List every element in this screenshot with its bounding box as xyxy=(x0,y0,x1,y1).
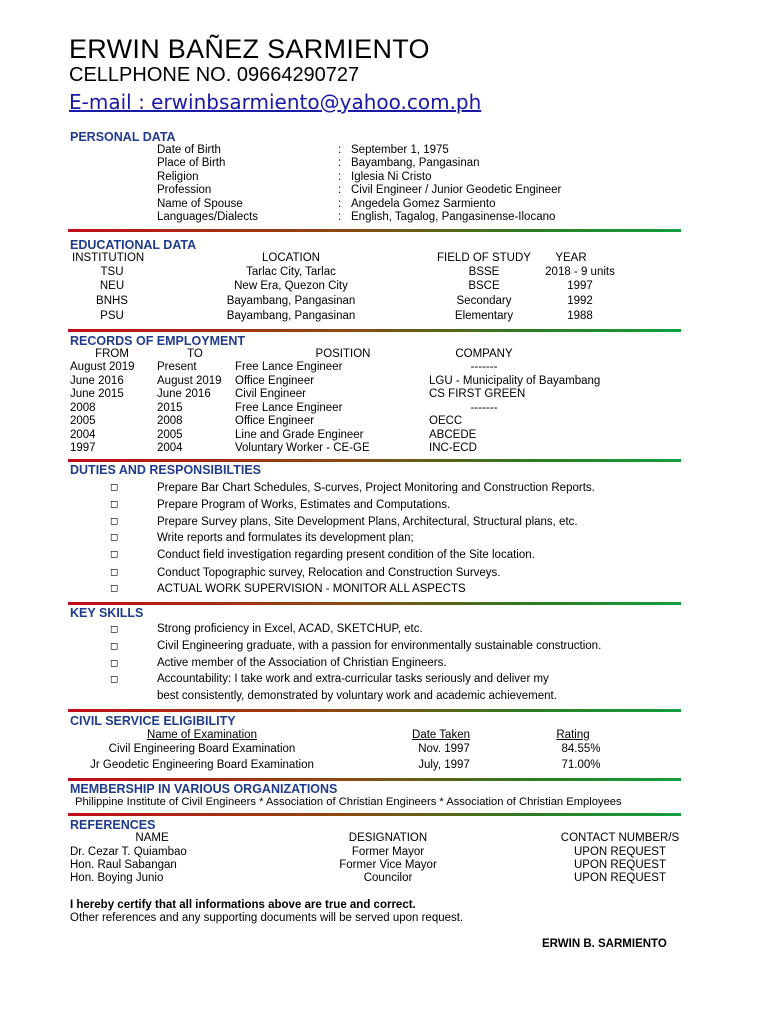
employment-from: June 2015 xyxy=(70,388,124,400)
reference-contact: UPON REQUEST xyxy=(573,859,667,871)
employment-to: 2005 xyxy=(157,428,183,441)
personal-value: Civil Engineer / Junior Geodetic Engineer xyxy=(351,184,562,196)
personal-label: Profession xyxy=(157,184,212,196)
email-link[interactable]: E-mail : erwinbsarmiento@yahoo.com.ph xyxy=(69,90,482,114)
eligibility-exam: Civil Engineering Board Examination xyxy=(108,743,296,755)
col-header-name: NAME xyxy=(135,832,169,844)
certification-statement: I hereby certify that all informations above are true and correct. xyxy=(70,899,416,911)
personal-separator: : xyxy=(338,198,342,210)
reference-name: Hon. Boying Junio xyxy=(70,872,164,884)
col-header-location: LOCATION xyxy=(262,252,320,264)
employment-to: 2008 xyxy=(157,415,183,427)
education-location: New Era, Quezon City xyxy=(234,280,348,292)
personal-label: Place of Birth xyxy=(157,157,226,169)
employment-from: 2004 xyxy=(70,428,96,441)
personal-separator: : xyxy=(338,171,342,183)
section-divider xyxy=(68,459,681,462)
section-title-references: REFERENCES xyxy=(70,818,156,832)
personal-value: September 1, 1975 xyxy=(351,144,449,156)
employment-company: INC-ECD xyxy=(429,442,477,454)
education-year: 1997 xyxy=(567,280,593,292)
reference-contact: UPON REQUEST xyxy=(573,846,667,858)
checkbox-bullet-icon: ◻ xyxy=(110,641,119,652)
duty-item: ACTUAL WORK SUPERVISION - MONITOR ALL ASPECTS xyxy=(157,583,466,595)
duty-item: Prepare Bar Chart Schedules, S-curves, Project Monitoring and Construction Reports. xyxy=(157,482,595,494)
checkbox-bullet-icon: ◻ xyxy=(110,516,119,527)
col-header-from: FROM xyxy=(95,348,129,360)
col-header-field: FIELD OF STUDY xyxy=(437,252,531,264)
checkbox-bullet-icon: ◻ xyxy=(110,567,119,578)
personal-separator: : xyxy=(338,211,342,223)
personal-label: Name of Spouse xyxy=(157,198,243,210)
col-header-designation: DESIGNATION xyxy=(348,832,428,844)
reference-designation: Former Vice Mayor xyxy=(339,859,437,871)
checkbox-bullet-icon: ◻ xyxy=(110,658,119,669)
personal-value: Angedela Gomez Sarmiento xyxy=(351,198,496,210)
applicant-name: ERWIN BAÑEZ SARMIENTO xyxy=(69,34,430,64)
employment-position: Free Lance Engineer xyxy=(235,401,343,414)
section-divider xyxy=(68,709,681,712)
section-title-employment: RECORDS OF EMPLOYMENT xyxy=(70,334,246,348)
education-year: 2018 - 9 units xyxy=(545,266,615,278)
personal-value: Bayambang, Pangasinan xyxy=(351,157,480,169)
duty-item: Conduct field investigation regarding present condition of the Site location. xyxy=(157,549,535,561)
employment-position: Line and Grade Engineer xyxy=(235,428,364,441)
personal-label: Date of Birth xyxy=(157,144,221,156)
education-institution: NEU xyxy=(99,280,125,292)
eligibility-exam: Jr Geodetic Engineering Board Examination xyxy=(90,759,314,771)
education-location: Bayambang, Pangasinan xyxy=(226,295,356,307)
employment-from: August 2019 xyxy=(70,361,135,373)
education-institution: PSU xyxy=(100,310,124,322)
reference-designation: Councilor xyxy=(363,872,413,884)
eligibility-rating: 84.55% xyxy=(561,743,601,755)
col-header-year: YEAR xyxy=(555,252,587,264)
education-year: 1988 xyxy=(567,310,593,322)
personal-value: Iglesia Ni Cristo xyxy=(351,171,432,183)
duty-item: Conduct Topographic survey, Relocation and Construction Surveys. xyxy=(157,567,501,579)
section-title-duties: DUTIES AND RESPONSIBILTIES xyxy=(70,463,261,477)
employment-position: Civil Engineer xyxy=(235,388,306,400)
col-header-exam: Name of Examination xyxy=(147,729,257,741)
education-field: BSSE xyxy=(468,266,500,278)
checkbox-bullet-icon: ◻ xyxy=(110,583,119,594)
employment-from: June 2016 xyxy=(70,374,124,387)
section-divider xyxy=(68,229,681,232)
checkbox-bullet-icon: ◻ xyxy=(110,624,119,635)
employment-company: ABCEDE xyxy=(429,428,477,441)
checkbox-bullet-icon: ◻ xyxy=(110,499,119,510)
skill-item: Active member of the Association of Christian Engineers. xyxy=(157,657,447,669)
col-header-date: Date Taken xyxy=(412,729,470,741)
employment-position: Voluntary Worker - CE-GE xyxy=(235,442,370,454)
signature-name: ERWIN B. SARMIENTO xyxy=(542,938,667,950)
employment-company: OECC xyxy=(429,415,463,427)
section-title-education: EDUCATIONAL DATA xyxy=(70,238,197,252)
education-location: Tarlac City, Tarlac xyxy=(246,266,336,278)
eligibility-rating: 71.00% xyxy=(561,759,601,771)
duty-item: Prepare Program of Works, Estimates and Computations. xyxy=(157,499,451,511)
section-divider xyxy=(68,778,681,781)
employment-from: 2008 xyxy=(70,401,96,414)
education-institution: BNHS xyxy=(96,295,128,307)
employment-from: 1997 xyxy=(70,442,96,454)
education-location: Bayambang, Pangasinan xyxy=(226,310,356,322)
education-institution: TSU xyxy=(100,266,124,278)
col-header-contact: CONTACT NUMBER/S xyxy=(560,832,680,844)
employment-to: August 2019 xyxy=(157,374,222,387)
section-title-eligibility: CIVIL SERVICE ELIGIBILITY xyxy=(70,714,236,728)
section-title-personal: PERSONAL DATA xyxy=(70,130,176,144)
reference-contact: UPON REQUEST xyxy=(573,872,667,884)
certification-note: Other references and any supporting documents will be served upon request. xyxy=(70,912,464,924)
employment-position: Office Engineer xyxy=(235,374,315,387)
employment-company: LGU - Municipality of Bayambang xyxy=(429,374,601,387)
employment-to: Present xyxy=(157,361,197,373)
personal-separator: : xyxy=(338,184,342,196)
col-header-company: COMPANY xyxy=(455,348,513,360)
duty-item: Prepare Survey plans, Site Development Plans, Architectural, Structural plans, etc. xyxy=(157,516,578,528)
duty-item: Write reports and formulates its development plan; xyxy=(157,532,414,544)
checkbox-bullet-icon: ◻ xyxy=(110,674,119,685)
section-title-skills: KEY SKILLS xyxy=(70,606,144,620)
employment-from: 2005 xyxy=(70,415,96,427)
membership-text: Philippine Institute of Civil Engineers * Association of Christian Engineers * Association of Christian Employees xyxy=(75,796,622,808)
skill-item: Civil Engineering graduate, with a passion for environmentally sustainable construction. xyxy=(157,640,602,652)
col-header-rating: Rating xyxy=(556,729,590,741)
phone-number: CELLPHONE NO. 09664290727 xyxy=(69,64,360,86)
section-divider xyxy=(68,602,681,605)
employment-company: ------- xyxy=(470,361,498,373)
eligibility-date: Nov. 1997 xyxy=(418,743,470,755)
col-header-position: POSITION xyxy=(315,348,371,360)
personal-separator: : xyxy=(338,157,342,169)
employment-to: 2004 xyxy=(157,442,183,454)
employment-company: ------- xyxy=(470,401,498,414)
checkbox-bullet-icon: ◻ xyxy=(110,532,119,543)
employment-position: Free Lance Engineer xyxy=(235,361,343,373)
checkbox-bullet-icon: ◻ xyxy=(110,482,119,493)
reference-designation: Former Mayor xyxy=(351,846,425,858)
section-divider xyxy=(68,329,681,332)
education-field: Elementary xyxy=(454,310,514,322)
personal-value: English, Tagalog, Pangasinense-Ilocano xyxy=(351,211,556,223)
education-field: Secondary xyxy=(456,295,512,307)
education-field: BSCE xyxy=(468,280,500,292)
skill-item: Strong proficiency in Excel, ACAD, SKETCHUP, etc. xyxy=(157,623,423,635)
skills-continuation: best consistently, demonstrated by voluntary work and academic achievement. xyxy=(157,690,557,702)
education-year: 1992 xyxy=(567,295,593,307)
employment-to: 2015 xyxy=(157,401,183,414)
employment-to: June 2016 xyxy=(157,388,211,400)
employment-company: CS FIRST GREEN xyxy=(429,388,526,400)
col-header-institution: INSTITUTION xyxy=(72,252,145,264)
eligibility-date: July, 1997 xyxy=(418,759,470,771)
col-header-to: TO xyxy=(187,348,203,360)
reference-name: Hon. Raul Sabangan xyxy=(70,859,177,871)
employment-position: Office Engineer xyxy=(235,415,315,427)
section-divider xyxy=(68,813,681,816)
personal-label: Religion xyxy=(157,171,199,183)
section-title-membership: MEMBERSHIP IN VARIOUS ORGANIZATIONS xyxy=(70,782,338,796)
skill-item: Accountability: I take work and extra-curricular tasks seriously and deliver my xyxy=(157,673,549,685)
personal-separator: : xyxy=(338,144,342,156)
checkbox-bullet-icon: ◻ xyxy=(110,549,119,560)
reference-name: Dr. Cezar T. Quiambao xyxy=(70,846,187,858)
personal-label: Languages/Dialects xyxy=(157,211,259,223)
